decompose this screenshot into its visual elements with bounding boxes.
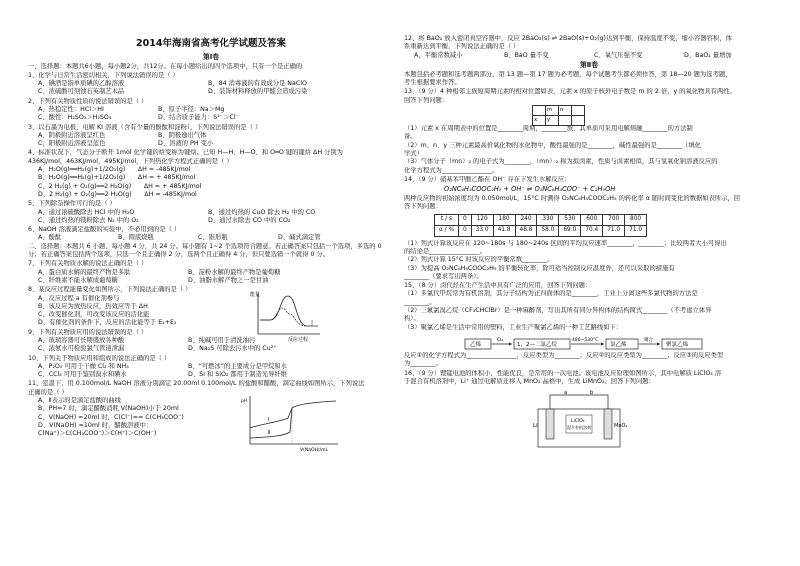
option-b: B、阴极逸出气体	[158, 131, 207, 139]
question-stem: 14、（9 分）硝基苯甲酸乙酯在 OH⁻ 存在下发生水解反应：	[404, 175, 571, 183]
option-a: A、阴极附近溶液呈红色	[38, 131, 106, 139]
section2-intro-cont: 分；若正确答案包括两个选项，只选一个且正确得 2 分，选两个且正确得 4 分，但只要选错一个就得 0 分。	[28, 251, 330, 259]
option-a: A、蛋白质水解的最终产物是多肽	[38, 268, 131, 276]
row-header: α / %	[435, 226, 459, 237]
question-7	[28, 260, 394, 285]
flow-arrow-1-label: Cl₂	[497, 337, 504, 343]
element-table	[404, 105, 774, 125]
terminal-b: b	[590, 390, 594, 397]
sub-question-3-cont: 化学方程式为________________。	[404, 166, 499, 174]
table-cell: 70.4	[581, 226, 603, 237]
question-stem: 3、以石墨为电极，电解 KI 溶液（含有少量的酚酞和淀粉），下列说法错误的是（ ）	[28, 123, 262, 131]
option-b: B、原子半径：Na＞Mg	[158, 105, 225, 113]
question-stem-cont: 系重新达到平衡，下列说法正确的是（ ）	[404, 43, 520, 51]
sub-question-3: （3）气体分子（mn）₂ 的电子式为________，（mn）₂ 称为拟卤素，性质与卤素相似，其与氢氧化钠溶液反应的	[404, 158, 718, 166]
question-5	[28, 200, 394, 225]
table-cell: 530	[559, 215, 581, 226]
question-stem-cont: 两种反应物的初始浓度均为 0.050mol/L，15°C 时测得 O₂NC₆H₄COOC₂H₅ 的转化率 α 随时间变化的数据如表所示，回	[404, 194, 741, 202]
question-stem: 2、下列有关物质性质的说法错误的是（ ）	[28, 97, 148, 105]
sub-question-3: （3）聚氯乙烯是生活中常用的塑料，工业生产聚氯乙烯的一种工艺路线如下：	[404, 323, 623, 331]
option-d: D、装饰材料释放的甲醛会造成污染	[208, 88, 308, 96]
table-cell: 700	[603, 215, 625, 226]
solvent-label: 混合有机溶剂	[567, 425, 591, 431]
table-row	[435, 226, 647, 237]
question-stem-cont: 于混合有机溶剂中，Li⁺ 通过电解质迁移入 MnO₂ 晶格中，生成 LiMnO₂。回答下列问题：	[404, 377, 655, 385]
question-stem-cont2: 答下列问题：	[404, 203, 442, 211]
option-a: A、热稳定性：HCl＞HI	[38, 105, 104, 113]
option-d: D、通过水除去 CO 中的 CO₂	[208, 216, 291, 224]
cell-m: m	[546, 106, 559, 116]
question-stem-cont: 436KJ/mol，463KJ/mol，495KJ/mol，下列热化学方程式正确的是（ ）	[28, 157, 233, 165]
flow-arrow-3-label: 聚合	[644, 337, 653, 343]
option-b: B、H₂O(g)══H₂(g)+1/2O₂(g) ΔH = + 485KJ/mol	[38, 174, 196, 182]
option-a: A、玻璃容器可长期盛放各种酸	[38, 337, 125, 344]
table-cell: 0	[458, 215, 471, 226]
table-cell: 240	[515, 215, 537, 226]
option-c: C、纤维素不能水解成葡萄糖	[38, 276, 118, 284]
table-cell: 0	[458, 226, 471, 237]
part1-heading: 第Ⅰ卷	[202, 52, 220, 61]
option-d-cont: C(Na⁺)＞C(CH₃COO⁻)＞C(H⁺)＞C(OH⁻)	[38, 430, 157, 438]
flow-arrow-2-label: 480~530°C	[572, 337, 599, 343]
part2-intro: 本题包括必考题和选考题两部分，第 13 题—第 17 题为必考题，每个试题考生都必须作答，第 18—20 题为选考题，	[404, 70, 732, 78]
table-row	[435, 215, 647, 226]
option-c: C、V(NaOH) =20ml 时，C(Cl⁻)== C(CH₃COO⁻)	[38, 413, 184, 421]
curve-label-1: Ⅰ	[268, 417, 270, 424]
question-stem: 13、（9 分）4 种相邻主族短周期元素的相对位置如表，元素 x 的原子核外电子数是 m 的 2 倍，y 的氧化物具有两性。	[404, 88, 736, 96]
option-d: D、油脂水解产物之一是甘油	[188, 276, 269, 284]
y-axis-label: 能量	[250, 292, 261, 299]
sub-question-1: （1）元素 x 在周期表中的位置是________周期，________族，其单质可采用电解熔融________的方法制	[404, 125, 693, 133]
option-c: C、2 H₂(g) + O₂(g)══2 H₂O(g) ΔH = + 485KJ/mol	[38, 182, 202, 190]
question-stem: 8、某反应过程能量变化如图所示，下列说法正确的是（ ）	[28, 286, 192, 294]
question-stem: 11、室温下，用 0.100mol/L NaOH 溶液分别滴定 20.00ml 0.100mol/L 的盐酸和醋酸，滴定曲线如图所示，下列说法	[28, 380, 365, 388]
row-header: t / s	[435, 215, 459, 226]
part2-intro-cont: 考生根据要求作答。	[404, 79, 461, 87]
flow-vinyl-chloride: 氯乙烯	[610, 341, 627, 348]
terminal-a: a	[564, 390, 568, 397]
question-stem-cont: 正确的是（ ）	[28, 388, 68, 396]
right-column	[404, 0, 774, 566]
question-stem: 16、（9 分）锂锰电池的体积小，性能优良，是常用的一次电池。该电池反应原理如图所示，其中电解质 LiClO₄ 溶	[404, 369, 722, 377]
question-stem: 12、将 BaO₂ 放入密闭真空容器中，反应 2BaO₂(s) ⇌ 2BaO(s)+O₂(g)达到平衡，保持温度不变，缩小容器容积，体	[404, 35, 732, 42]
option-c: C、酸性：H₂SO₃＞H₂SO₄	[38, 114, 112, 122]
option-b: B、BaO 量不变	[504, 51, 549, 59]
option-a: A、酚酞	[38, 234, 62, 242]
option-c: C、改变催化剂，可改变该反应的活化能	[38, 311, 150, 319]
page-title: 2014年海南省高考化学试题及答案	[136, 38, 286, 49]
part2-heading: 第Ⅱ卷	[579, 60, 599, 69]
question-16	[404, 370, 774, 450]
table-cell: 330	[537, 215, 559, 226]
question-1	[28, 72, 394, 97]
table-cell: 58.0	[537, 226, 559, 237]
question-2	[28, 98, 394, 123]
option-c: C、浓硫酸可刻蚀石英制艺术品	[38, 88, 125, 96]
option-d: D、Si 和 SiO₂ 都用于制造光导纤维	[188, 371, 288, 379]
option-a: A、反应过程 a 有催化剂参与	[38, 294, 120, 302]
sub-question-2: （2）列式计算 15°C 时该反应的平衡常数________。	[404, 256, 554, 264]
option-d: D、V(NaOH) =10ml 时，醋酸溶液中：	[38, 421, 153, 429]
question-3	[28, 124, 394, 149]
sub-question-2-cont: 构）。	[404, 315, 420, 323]
option-a: A、平衡常数减小	[414, 51, 463, 59]
table-cell: 71.0	[625, 226, 647, 237]
option-c: C、通过灼热的镁粉除去 N₂ 中的 O₂	[38, 216, 139, 224]
sub-question-1-cont: 备。	[404, 133, 417, 141]
question-stem: 7、下列有关物质水解的说法正确的是（ ）	[28, 260, 148, 268]
sub-question-4-cont: 为________。	[404, 360, 442, 368]
option-d: D、结合质子能力：S²⁻＞Cl⁻	[158, 114, 239, 122]
titration-curve	[240, 394, 340, 452]
question-stem: 10、下列关于物质应用和组成的说法正确的是（ ）	[28, 354, 171, 362]
flow-dichloroethane: 1，2—二氯乙烷	[517, 341, 557, 348]
sub-question-2-cont: 学式）	[404, 149, 423, 157]
question-stem-cont: 回答下列问题：	[404, 96, 449, 104]
option-a: A、通过浓硫酸除去 HCl 中的 H₂O	[38, 208, 135, 216]
question-stem: 15、（8 分）卤代烃在生产生活中具有广泛的应用，回答下列问题：	[404, 282, 592, 290]
table-cell: 33.0	[471, 226, 493, 237]
sub-question-1: （1）列式计算该反应在 120~180s 与 180~240s 区间的平均反应速率________，________；比较两者大小可得出	[404, 239, 727, 247]
option-c: C、氧气压强不变	[594, 51, 643, 59]
table-cell: 69.0	[559, 226, 581, 237]
pvc-flowchart	[464, 334, 774, 350]
electrode-mno2: MnO₂	[614, 423, 628, 430]
question-14	[404, 176, 774, 281]
option-d: D、2 H₂(g) + O₂(g)══2 H₂O(g) ΔH = -485KJ/mol	[38, 190, 197, 198]
option-d: D、有催化剂的条件下，反应的活化能等于 E₁+E₂	[38, 319, 177, 327]
y-axis-label: pH	[241, 399, 248, 405]
cell-y: y	[546, 116, 559, 126]
reaction-equation: O₂NC₆H₄COOC₂H₅ + OH⁻ ⇌ O₂NC₆H₄COO⁻ + C₂H₅OH	[444, 185, 616, 194]
sub-question-1: （1）多氯代甲烷常为有机溶剂，其分子结构为正四面体的是________，工业上分离这些多氯代物的方法是	[404, 290, 698, 298]
option-a: A、H₂O(g)══H₂(g)+1/2O₂(g) ΔH = -485KJ/mol	[38, 166, 191, 174]
option-c: C、CCl₄ 可用于鉴别溴水和碘水	[38, 371, 127, 379]
sub-question-2: （2）三氟氯溴乙烷（CF₃CHClBr）是一种麻醉剂，写出其所有同分异构体的结构简式________（不考虑立体异	[404, 307, 712, 315]
cell-x: x	[533, 116, 546, 126]
option-c: C、锥形瓶	[198, 234, 228, 242]
sub-question-1-cont: 的结论是________________。	[404, 248, 486, 255]
question-4	[28, 149, 394, 199]
battery-diagram	[524, 389, 774, 449]
question-12	[404, 35, 774, 60]
table-cell: 41.8	[493, 226, 515, 237]
option-c: C、浓氨水可检验氯气管道泄漏	[38, 345, 125, 353]
question-stem: 1、化学与日常生活密切相关，下列说法错误的是（ ）	[28, 71, 179, 79]
question-15	[404, 282, 774, 368]
table-cell: 800	[625, 215, 647, 226]
electrode-li: Li	[533, 423, 538, 430]
cell-n: n	[559, 106, 572, 116]
question-10	[28, 355, 394, 380]
question-11	[28, 380, 394, 453]
question-stem: 9、下列有关物质应用的说法错误的是（ ）	[28, 328, 148, 336]
question-stem: 4、标准状况下，气态分子断开 1mol 化学键的焓变称为键焓。已知 H—H、H—O、和 O═O 键的键焓 ΔH 分别为	[28, 149, 343, 157]
option-a: A、Ⅱ表示的是滴定盐酸的曲线	[38, 397, 121, 405]
section2-intro: 二、选择题：本题共 6 小题，每小题 4 分，共 24 分。每小题有 1~2 个选项符合题意。若正确答案只包括一个选项，多选的 0	[28, 242, 382, 250]
sub-question-1-cont: ________。	[404, 298, 436, 306]
section1-intro: 一、选择题：本题共6小题，每小题2分，共12分。在每小题给出的四个选项中，只有一个是正确的	[28, 62, 303, 70]
option-b: B、通过灼热的 CuO 除去 H₂ 中的 CO	[208, 208, 316, 216]
option-a: A、碘酒是指单质碘的乙醇溶液	[38, 80, 125, 88]
energy-diagram	[250, 290, 322, 342]
question-stem: 5、下列除杂操作可行的是（ ）	[28, 200, 116, 208]
table-cell: 120	[471, 215, 493, 226]
flow-ethylene: 乙烯	[470, 341, 482, 348]
sub-question-2: （2）m、n、y 三种元素最高价氧化物的水化物中，酸性最强的是________，碱性最强的是________（填化	[404, 141, 701, 149]
sub-question-3: （3）为提高 O₂NC₆H₄COOC₂H₅ 的平衡转化率，除可适当控制反应温度外，还可以采取的措施有	[404, 264, 675, 272]
table-cell: 180	[493, 215, 515, 226]
left-column	[28, 0, 394, 566]
option-d: D、碱式滴定管	[278, 234, 321, 242]
option-b: B、该反应为放热反应，热效应等于 ΔH	[38, 302, 148, 310]
table-cell: 71.0	[603, 226, 625, 237]
electrolyte-label: LiClO₄	[571, 419, 585, 425]
flow-pvc: 聚氯乙烯	[666, 341, 689, 348]
question-13	[404, 88, 774, 174]
table-cell: 48.8	[515, 226, 537, 237]
question-9	[28, 329, 394, 354]
option-b: B、圆底烧瓶	[118, 234, 154, 242]
x-axis-label: V(NaOH)/mL	[300, 448, 329, 453]
table-cell: 600	[581, 215, 603, 226]
option-a: A、P₂O₅ 可用于干燥 Cl₂ 和 NH₃	[38, 362, 129, 370]
option-b: B、PH=7 时，滴定醋酸消耗 V(NaOH)小于 20ml	[38, 405, 179, 413]
question-stem: 6、NaOH 溶液滴定盐酸的实验中，不必用到的是（ ）	[28, 226, 181, 234]
curve-label-2: Ⅱ	[268, 430, 271, 437]
option-c: C、阳极附近溶液呈蓝色	[38, 140, 106, 148]
question-6	[28, 226, 394, 243]
option-b: B、84 消毒液的有效成分是 NaClO	[208, 80, 307, 88]
x-axis-label: 反应过程	[288, 337, 309, 343]
option-d: D、BaO₂ 量增加	[684, 51, 732, 59]
option-d: D、溶液的 PH 变小	[158, 140, 214, 148]
option-b: B、淀粉水解的最终产物是葡萄糖	[188, 268, 281, 276]
conversion-table	[434, 214, 647, 236]
option-b: B、“可燃冰”的主要成分是甲烷和水	[188, 362, 288, 370]
sub-question-4: 反应①的化学方程式为________________，反应类型为________；反应②的反应类型为________；反应③的反应类型	[404, 351, 724, 359]
option-b: B、纯碱可用于清洗油污	[188, 337, 256, 344]
sub-question-3-cont: ________（要求写出两条）。	[404, 272, 483, 280]
option-d: D、Na₂S 可除去污水中的 Cu²⁺	[188, 345, 277, 353]
